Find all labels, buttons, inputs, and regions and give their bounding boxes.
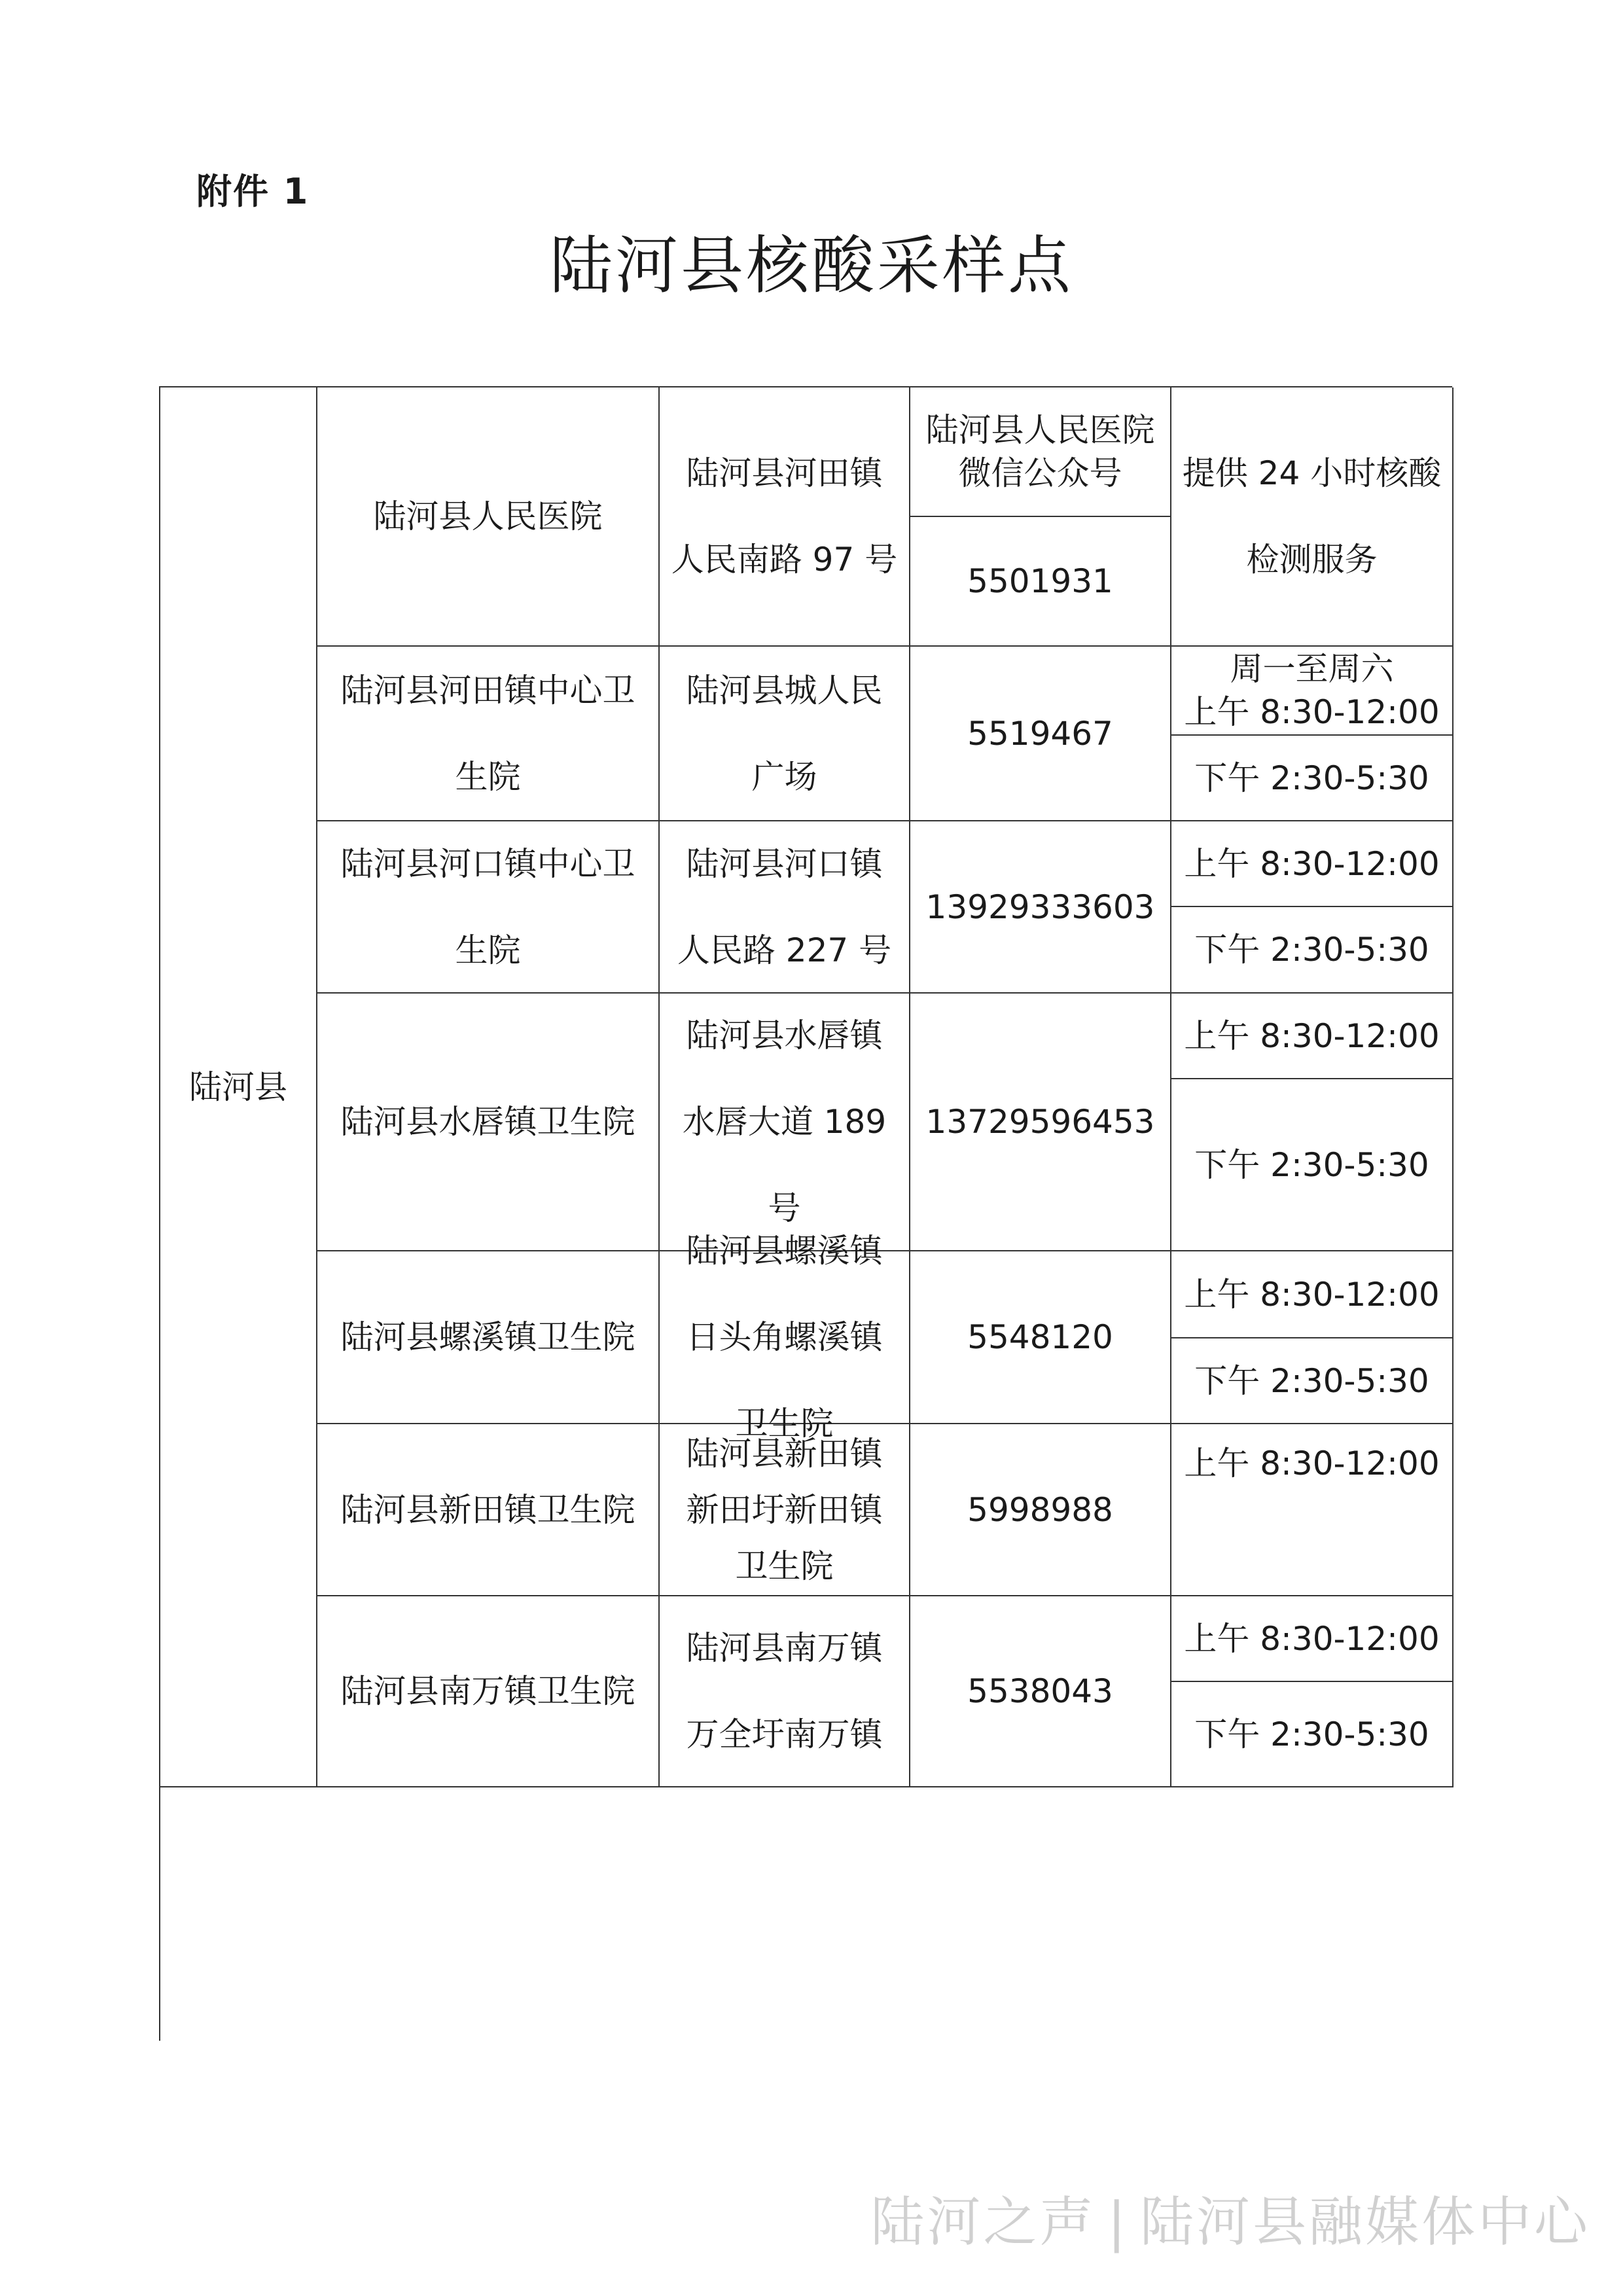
site-hours-am: 上午 8:30-12:00 bbox=[1171, 1251, 1454, 1338]
site-address: 陆河县水唇镇 水唇大道 189 号 bbox=[660, 994, 910, 1251]
site-phone: 5519467 bbox=[910, 647, 1171, 821]
site-hours-am: 周一至周六 上午 8:30-12:00 bbox=[1171, 647, 1454, 736]
site-phone: 5998988 bbox=[910, 1424, 1171, 1596]
site-hours-pm: 下午 2:30-5:30 bbox=[1171, 907, 1454, 994]
site-hours: 提供 24 小时核酸 检测服务 bbox=[1171, 387, 1454, 647]
site-address: 陆河县城人民 广场 bbox=[660, 647, 910, 821]
site-hours-am: 上午 8:30-12:00 bbox=[1171, 1424, 1454, 1596]
site-name: 陆河县河口镇中心卫 生院 bbox=[317, 821, 660, 994]
site-name: 陆河县人民医院 bbox=[317, 387, 660, 647]
site-phone: 13729596453 bbox=[910, 994, 1171, 1251]
site-contact-wechat: 陆河县人民医院 微信公众号 bbox=[910, 387, 1171, 517]
site-hours-pm: 下午 2:30-5:30 bbox=[1171, 1682, 1454, 1787]
site-name: 陆河县螺溪镇卫生院 bbox=[317, 1251, 660, 1424]
watermark-left: 陆河之声 bbox=[870, 2191, 1096, 2253]
site-name: 陆河县水唇镇卫生院 bbox=[317, 994, 660, 1251]
site-phone: 5538043 bbox=[910, 1596, 1171, 1787]
watermark-right: 陆河县融媒体中心 bbox=[1139, 2191, 1590, 2253]
site-phone: 13929333603 bbox=[910, 821, 1171, 994]
site-hours-am: 上午 8:30-12:00 bbox=[1171, 994, 1454, 1079]
site-hours-pm: 下午 2:30-5:30 bbox=[1171, 1338, 1454, 1424]
site-hours-pm: 下午 2:30-5:30 bbox=[1171, 736, 1454, 821]
site-address: 陆河县新田镇 新田圩新田镇 卫生院 bbox=[660, 1424, 910, 1596]
site-name: 陆河县河田镇中心卫 生院 bbox=[317, 647, 660, 821]
site-address: 陆河县河田镇 人民南路 97 号 bbox=[660, 387, 910, 647]
site-name: 陆河县南万镇卫生院 bbox=[317, 1596, 660, 1787]
site-address: 陆河县河口镇 人民路 227 号 bbox=[660, 821, 910, 994]
site-hours-am: 上午 8:30-12:00 bbox=[1171, 821, 1454, 907]
watermark-separator: | bbox=[1107, 2191, 1128, 2253]
site-name: 陆河县新田镇卫生院 bbox=[317, 1424, 660, 1596]
county-cell: 陆河县 bbox=[160, 387, 317, 1787]
site-address: 陆河县螺溪镇 日头角螺溪镇 卫生院 bbox=[660, 1251, 910, 1424]
site-hours-pm: 下午 2:30-5:30 bbox=[1171, 1079, 1454, 1251]
page-title: 陆河县核酸采样点 bbox=[550, 229, 1073, 302]
site-phone: 5501931 bbox=[910, 517, 1171, 647]
sampling-sites-table bbox=[159, 386, 1452, 2041]
attachment-label: 附件 1 bbox=[196, 171, 310, 212]
site-hours-am: 上午 8:30-12:00 bbox=[1171, 1596, 1454, 1682]
site-address: 陆河县南万镇 万全圩南万镇 bbox=[660, 1596, 910, 1787]
site-phone: 5548120 bbox=[910, 1251, 1171, 1424]
watermark bbox=[870, 2179, 1590, 2256]
